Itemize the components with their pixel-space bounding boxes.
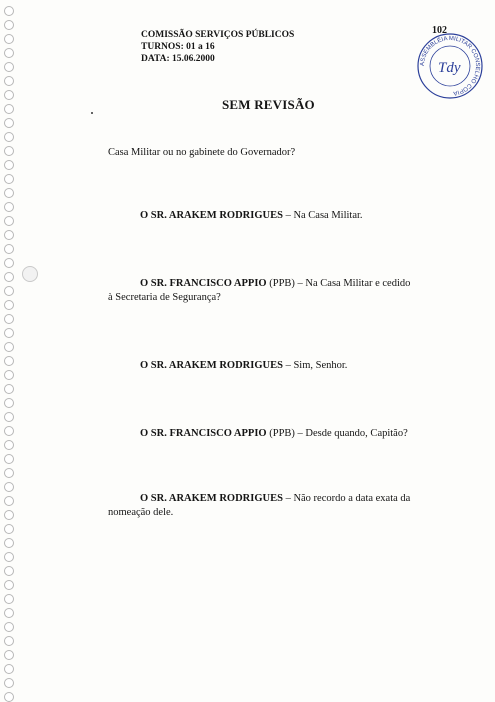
punch-hole (4, 580, 14, 590)
paragraph-text: (PPB) – Desde quando, Capitão? (266, 428, 408, 439)
paragraph-1 (108, 146, 295, 160)
punch-hole (4, 118, 14, 128)
punch-hole (4, 356, 14, 366)
paragraph-text: – Na Casa Militar. (282, 210, 363, 221)
official-stamp (416, 32, 484, 100)
page-title: SEM REVISÃO (222, 97, 315, 112)
paragraph-3 (108, 277, 410, 305)
punch-hole (4, 244, 14, 254)
punch-hole (4, 132, 14, 142)
punch-hole (4, 538, 14, 548)
punch-hole (4, 230, 14, 240)
speaker-name: O SR. FRANCISCO APPIO (140, 428, 267, 439)
speaker-name: O SR. FRANCISCO APPIO (140, 278, 267, 289)
ink-dot (91, 112, 93, 114)
punch-hole (4, 272, 14, 282)
punch-hole (4, 412, 14, 422)
paragraph-5 (140, 427, 408, 441)
punch-hole (4, 468, 14, 478)
header-line-date: DATA: 15.06.2000 (141, 54, 215, 64)
punch-hole (4, 188, 14, 198)
speaker-name: O SR. ARAKEM RODRIGUES (140, 210, 283, 221)
punch-hole (4, 482, 14, 492)
punch-hole (4, 300, 14, 310)
document-header (141, 29, 294, 65)
speaker-name: O SR. ARAKEM RODRIGUES (140, 493, 283, 504)
punch-hole (4, 6, 14, 16)
punch-hole (4, 62, 14, 72)
page-number: 102 (432, 25, 447, 36)
header-line-turns: TURNOS: 01 a 16 (141, 42, 215, 52)
punch-hole (4, 566, 14, 576)
punch-hole (4, 622, 14, 632)
punch-hole (4, 34, 14, 44)
punch-hole (4, 664, 14, 674)
paragraph-6 (108, 492, 410, 520)
punch-hole (4, 258, 14, 268)
punch-hole (4, 440, 14, 450)
paragraph-text: (PPB) – Na Casa Militar e cedido (266, 278, 411, 289)
punch-hole-large (22, 266, 38, 282)
punch-hole (4, 104, 14, 114)
punch-hole (4, 524, 14, 534)
punch-hole (4, 20, 14, 30)
punch-hole (4, 174, 14, 184)
punch-hole (4, 454, 14, 464)
punch-hole (4, 594, 14, 604)
punch-hole (4, 342, 14, 352)
punch-hole (4, 636, 14, 646)
header-line-commission: COMISSÃO SERVIÇOS PÚBLICOS (141, 30, 295, 40)
punch-hole (4, 202, 14, 212)
paragraph-4 (140, 359, 347, 373)
speaker-name: O SR. ARAKEM RODRIGUES (140, 360, 283, 371)
punch-hole (4, 650, 14, 660)
punch-hole (4, 216, 14, 226)
paragraph-2 (140, 209, 363, 223)
paragraph-continuation: à Secretaria de Segurança? (108, 292, 221, 303)
punch-hole (4, 398, 14, 408)
punch-hole (4, 286, 14, 296)
punch-holes (0, 0, 22, 700)
paragraph-text: – Sim, Senhor. (282, 360, 348, 371)
punch-hole (4, 160, 14, 170)
punch-hole (4, 314, 14, 324)
punch-hole (4, 76, 14, 86)
punch-hole (4, 426, 14, 436)
punch-hole (4, 146, 14, 156)
punch-hole (4, 510, 14, 520)
punch-hole (4, 328, 14, 338)
stamp-signature: Tdy (438, 60, 461, 76)
paragraph-text: – Não recordo a data exata da (282, 493, 411, 504)
paragraph-continuation: nomeação dele. (108, 507, 174, 518)
punch-hole (4, 384, 14, 394)
punch-hole (4, 552, 14, 562)
paragraph-text: Casa Militar ou no gabinete do Governador? (108, 147, 296, 158)
punch-hole (4, 90, 14, 100)
punch-hole (4, 48, 14, 58)
stamp-ring-text: ASSEMBLÉIA MILITAR CONSELHO COPIA (419, 35, 481, 96)
punch-hole (4, 608, 14, 618)
punch-hole (4, 692, 14, 702)
punch-hole (4, 496, 14, 506)
punch-hole (4, 678, 14, 688)
punch-hole (4, 370, 14, 380)
